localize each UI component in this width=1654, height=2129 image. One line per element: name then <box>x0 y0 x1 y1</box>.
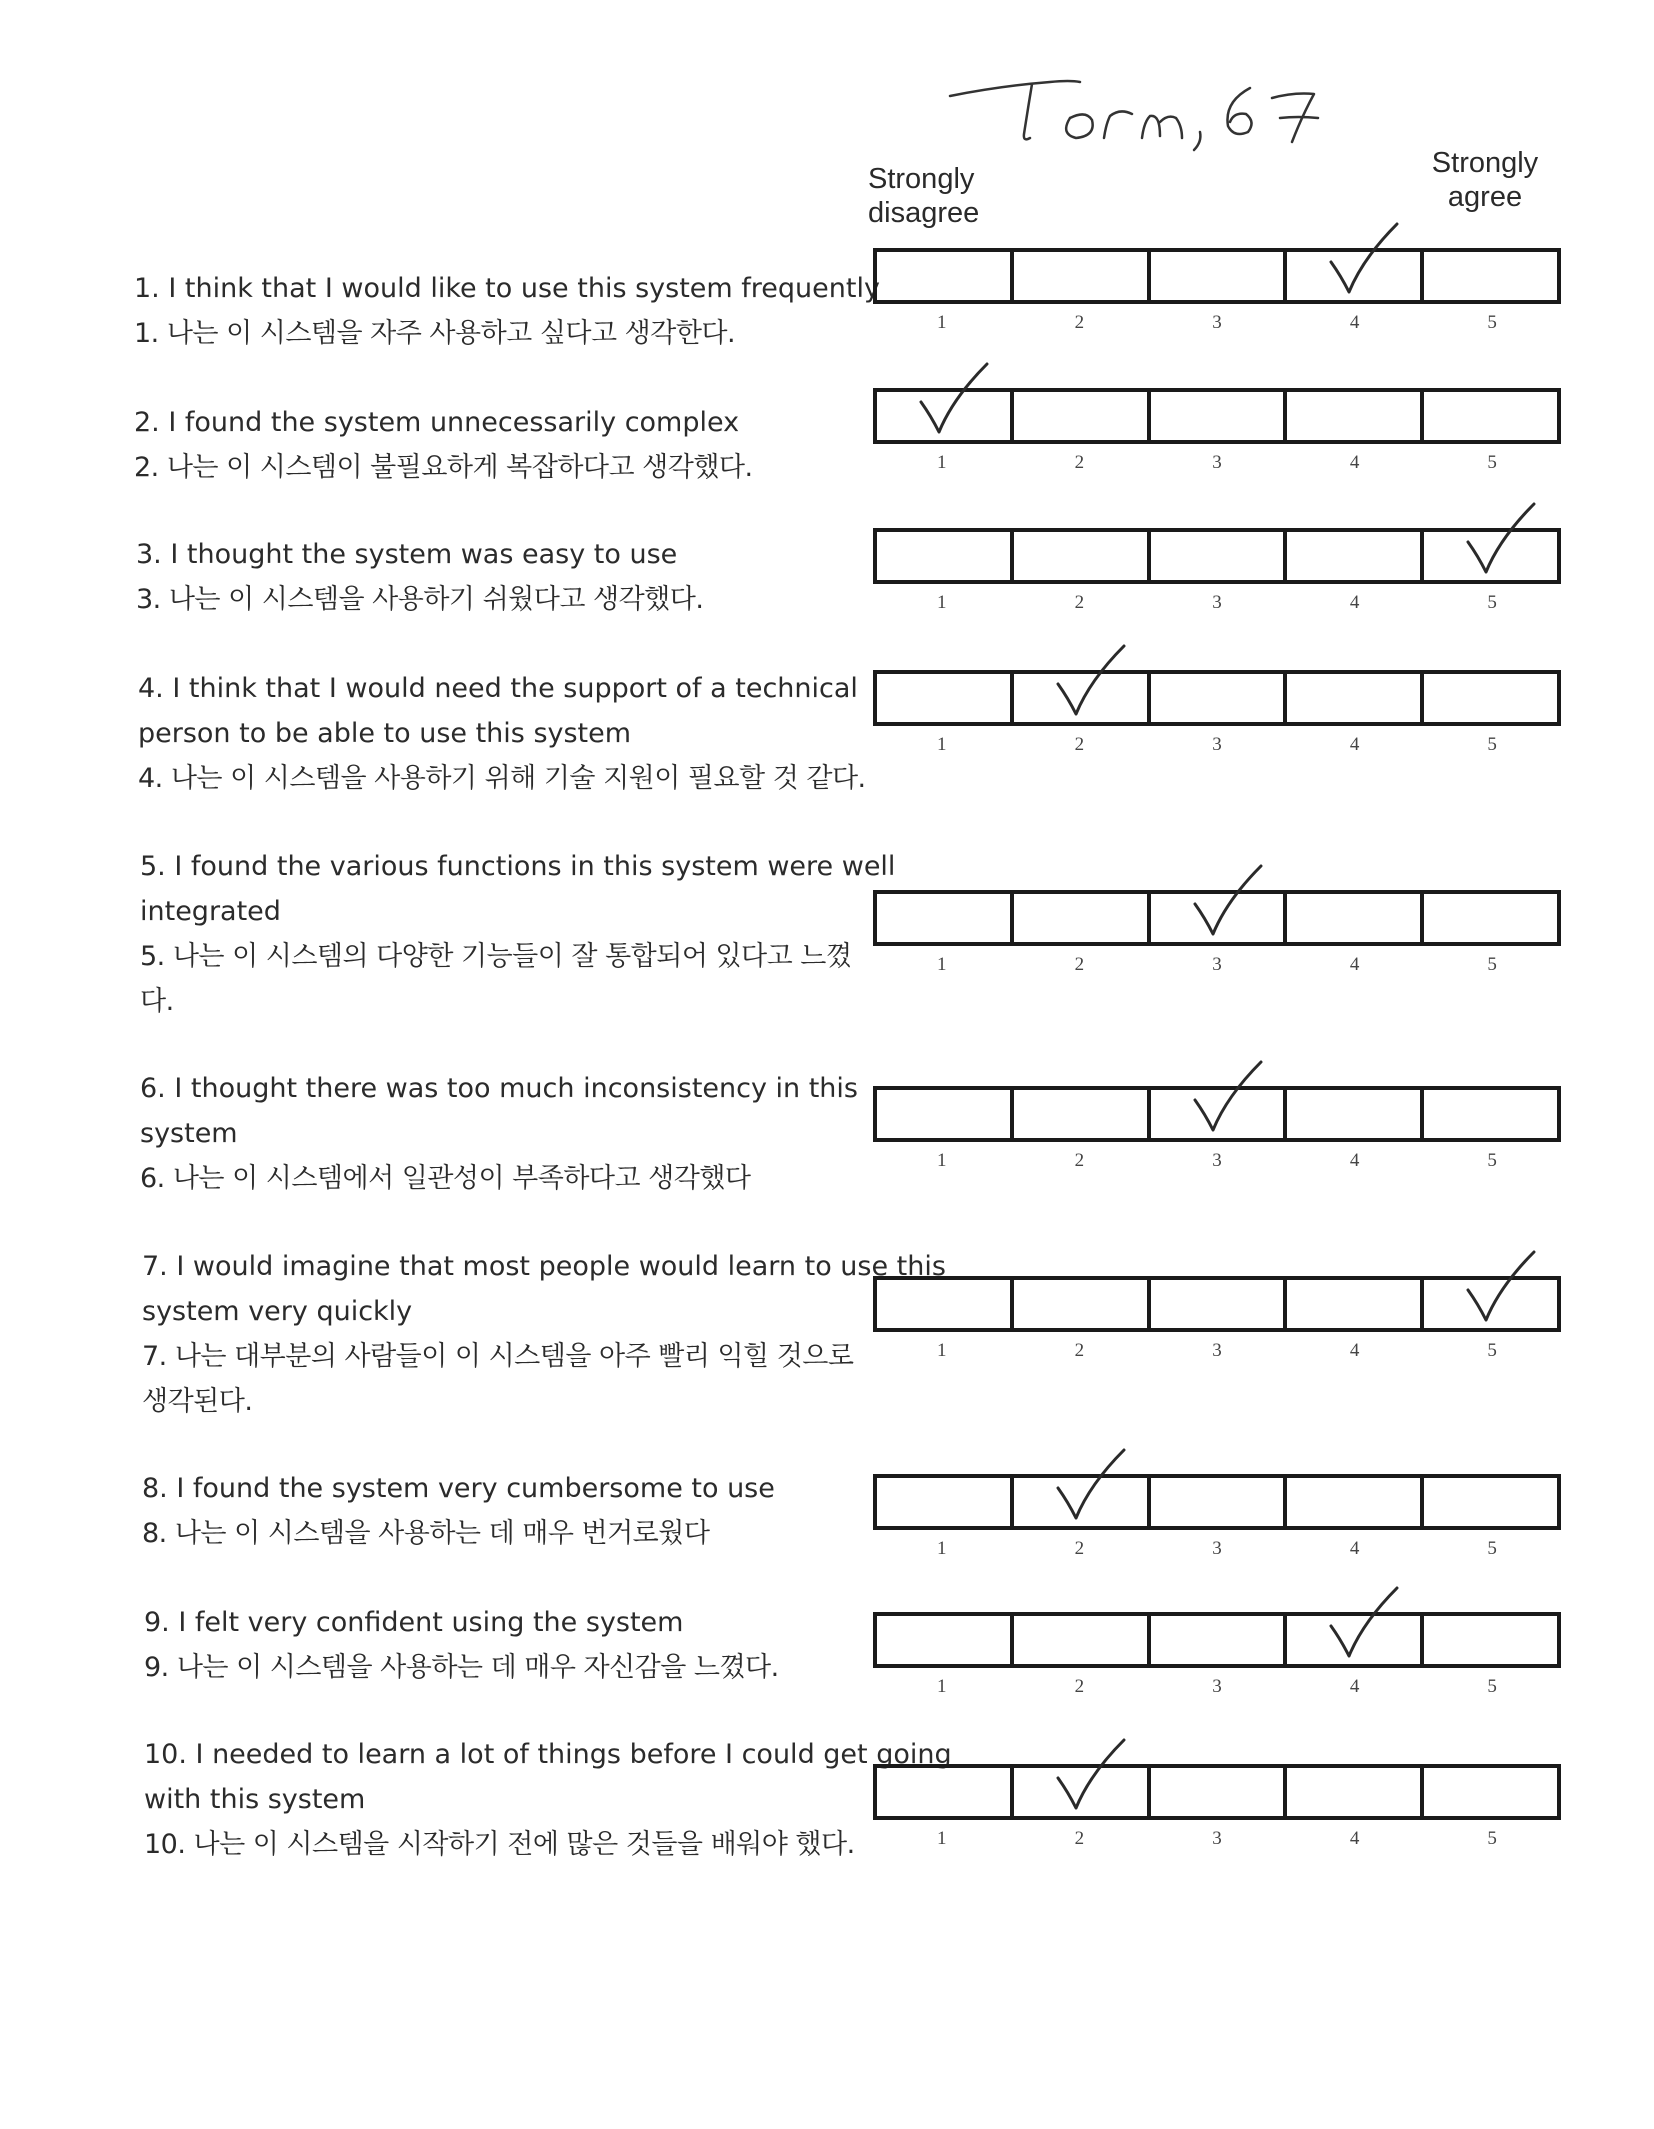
check-mark-icon <box>1028 1444 1138 1532</box>
scale-number: 5 <box>1487 954 1497 975</box>
rating-box-3[interactable] <box>1151 392 1288 440</box>
scale-number: 2 <box>1074 452 1085 473</box>
rating-box-5[interactable] <box>1424 674 1557 722</box>
scale-number: 1 <box>937 954 947 975</box>
scale-number: 4 <box>1349 1538 1360 1559</box>
question-line: 7. I would imagine that most people would learn to use this <box>142 1251 946 1282</box>
rating-box-4[interactable] <box>1287 1280 1424 1328</box>
question-text <box>136 532 876 622</box>
rating-box-1[interactable] <box>877 1090 1014 1138</box>
check-mark-icon <box>1165 860 1275 948</box>
question-line: 10. I needed to learn a lot of things before I could get going <box>144 1739 952 1770</box>
rating-boxes <box>873 1612 1561 1668</box>
rating-box-3[interactable] <box>1151 1090 1288 1138</box>
check-mark-icon <box>1301 1582 1411 1670</box>
rating-boxes <box>873 248 1561 304</box>
rating-box-3[interactable] <box>1151 894 1288 942</box>
rating-box-1[interactable] <box>877 1280 1014 1328</box>
scale-numbers <box>873 1538 1561 1560</box>
scale-numbers <box>873 734 1561 756</box>
rating-box-3[interactable] <box>1151 1280 1288 1328</box>
scale-numbers <box>873 312 1561 334</box>
scale-number: 1 <box>937 1538 947 1559</box>
rating-box-4[interactable] <box>1287 532 1424 580</box>
scale-number: 4 <box>1349 452 1360 473</box>
scale-number: 1 <box>937 312 947 333</box>
likert-scale <box>873 670 1561 756</box>
question-line: 1. 나는 이 시스템을 자주 사용하고 싶다고 생각한다. <box>134 318 736 349</box>
check-mark-icon <box>1438 498 1548 586</box>
question-line: system very quickly <box>142 1296 413 1327</box>
scale-number: 5 <box>1487 452 1497 473</box>
likert-scale <box>873 528 1561 614</box>
scale-number: 5 <box>1487 1676 1497 1697</box>
scale-number: 3 <box>1212 734 1222 755</box>
likert-scale <box>873 890 1561 976</box>
question-line: 생각된다. <box>142 1386 253 1417</box>
question-line: person to be able to use this system <box>138 718 632 749</box>
question-line: 3. I thought the system was easy to use <box>136 539 678 570</box>
rating-boxes <box>873 1086 1561 1142</box>
scale-number: 1 <box>937 1676 947 1697</box>
rating-box-3[interactable] <box>1151 1616 1288 1664</box>
question-line: 5. 나는 이 시스템의 다양한 기능들이 잘 통합되어 있다고 느꼈 <box>140 941 852 972</box>
question-line: 8. 나는 이 시스템을 사용하는 데 매우 번거로웠다 <box>142 1518 710 1549</box>
scale-number: 5 <box>1487 1828 1497 1849</box>
check-mark-icon <box>1028 1734 1138 1822</box>
scale-number: 5 <box>1487 1538 1497 1559</box>
likert-scale <box>873 1474 1561 1560</box>
rating-box-2[interactable] <box>1014 894 1151 942</box>
rating-box-2[interactable] <box>1014 1768 1151 1816</box>
likert-scale <box>873 1276 1561 1362</box>
scale-number: 3 <box>1212 452 1222 473</box>
rating-box-3[interactable] <box>1151 1478 1288 1526</box>
likert-scale <box>873 248 1561 334</box>
scale-number: 4 <box>1349 734 1360 755</box>
rating-boxes <box>873 890 1561 946</box>
question-text <box>144 1732 952 1867</box>
scale-number: 4 <box>1349 954 1360 975</box>
check-mark-icon <box>1165 1056 1275 1144</box>
rating-boxes <box>873 1764 1561 1820</box>
scale-number: 3 <box>1212 592 1222 613</box>
rating-box-1[interactable] <box>877 1768 1014 1816</box>
scale-number: 4 <box>1349 1828 1360 1849</box>
scale-numbers <box>873 1340 1561 1362</box>
rating-box-2[interactable] <box>1014 674 1151 722</box>
scale-number: 2 <box>1074 1828 1085 1849</box>
scale-number: 5 <box>1487 1150 1497 1171</box>
scale-number: 3 <box>1212 954 1222 975</box>
question-text <box>134 400 874 490</box>
scale-number: 1 <box>937 592 947 613</box>
question-line: 8. I found the system very cumbersome to use <box>142 1473 775 1504</box>
question-text <box>140 844 896 1024</box>
rating-box-1[interactable] <box>877 252 1014 300</box>
rating-box-5[interactable] <box>1424 1090 1557 1138</box>
rating-box-4[interactable] <box>1287 252 1424 300</box>
question-line: 3. 나는 이 시스템을 사용하기 쉬웠다고 생각했다. <box>136 584 704 615</box>
rating-box-5[interactable] <box>1424 252 1557 300</box>
scale-number: 5 <box>1487 312 1497 333</box>
question-line: with this system <box>144 1784 366 1815</box>
question-line: 10. 나는 이 시스템을 시작하기 전에 많은 것들을 배워야 했다. <box>144 1829 855 1860</box>
rating-box-5[interactable] <box>1424 392 1557 440</box>
rating-box-4[interactable] <box>1287 1090 1424 1138</box>
scale-number: 2 <box>1074 312 1085 333</box>
scale-number: 5 <box>1487 592 1497 613</box>
scale-numbers <box>873 452 1561 474</box>
scale-number: 3 <box>1212 1538 1222 1559</box>
scale-number: 1 <box>937 1828 947 1849</box>
scale-number: 2 <box>1074 1676 1085 1697</box>
rating-box-2[interactable] <box>1014 1616 1151 1664</box>
question-line: 다. <box>140 986 174 1017</box>
question-line: 5. I found the various functions in this system were well <box>140 851 896 882</box>
question-line: 7. 나는 대부분의 사람들이 이 시스템을 아주 빨리 익힐 것으로 <box>142 1341 854 1372</box>
scale-number: 4 <box>1349 592 1360 613</box>
scale-number: 2 <box>1074 1340 1085 1361</box>
rating-box-4[interactable] <box>1287 392 1424 440</box>
scale-number: 4 <box>1349 1340 1360 1361</box>
rating-box-2[interactable] <box>1014 392 1151 440</box>
question-line: 9. I felt very confident using the system <box>144 1607 684 1638</box>
check-mark-icon <box>891 358 1001 446</box>
question-line: 2. I found the system unnecessarily complex <box>134 407 740 438</box>
scale-number: 4 <box>1349 1150 1360 1171</box>
scale-number: 5 <box>1487 734 1497 755</box>
rating-boxes <box>873 670 1561 726</box>
rating-box-2[interactable] <box>1014 532 1151 580</box>
question-line: system <box>140 1118 238 1149</box>
scale-number: 3 <box>1212 312 1222 333</box>
rating-box-3[interactable] <box>1151 532 1288 580</box>
scale-number: 4 <box>1349 1676 1360 1697</box>
check-mark-icon <box>1301 218 1411 306</box>
check-mark-icon <box>1438 1246 1548 1334</box>
rating-box-4[interactable] <box>1287 1616 1424 1664</box>
scale-number: 3 <box>1212 1828 1222 1849</box>
rating-box-5[interactable] <box>1424 1768 1557 1816</box>
rating-boxes <box>873 528 1561 584</box>
scale-numbers <box>873 954 1561 976</box>
rating-box-1[interactable] <box>877 392 1014 440</box>
rating-box-4[interactable] <box>1287 674 1424 722</box>
scale-number: 2 <box>1074 592 1085 613</box>
likert-scale <box>873 388 1561 474</box>
scale-numbers <box>873 1828 1561 1850</box>
question-line: 2. 나는 이 시스템이 불필요하게 복잡하다고 생각했다. <box>134 452 753 483</box>
rating-box-3[interactable] <box>1151 252 1288 300</box>
rating-boxes <box>873 1276 1561 1332</box>
question-text <box>140 1066 880 1201</box>
scale-number: 2 <box>1074 954 1085 975</box>
scale-number: 1 <box>937 452 947 473</box>
rating-box-5[interactable] <box>1424 894 1557 942</box>
question-line: integrated <box>140 896 281 927</box>
handwritten-name-age <box>920 38 1340 158</box>
question-line: 1. I think that I would like to use this system frequently <box>134 273 880 304</box>
rating-box-5[interactable] <box>1424 532 1557 580</box>
rating-box-5[interactable] <box>1424 1616 1557 1664</box>
question-text <box>142 1244 946 1424</box>
likert-scale <box>873 1086 1561 1172</box>
rating-box-4[interactable] <box>1287 1478 1424 1526</box>
question-line: 4. I think that I would need the support of a technical <box>138 673 858 704</box>
scale-number: 5 <box>1487 1340 1497 1361</box>
scale-numbers <box>873 1676 1561 1698</box>
scale-numbers <box>873 592 1561 614</box>
question-line: 4. 나는 이 시스템을 사용하기 위해 기술 지원이 필요할 것 같다. <box>138 763 866 794</box>
scale-number: 4 <box>1349 312 1360 333</box>
rating-box-1[interactable] <box>877 894 1014 942</box>
scale-number: 2 <box>1074 1538 1085 1559</box>
rating-boxes <box>873 388 1561 444</box>
scale-number: 2 <box>1074 734 1085 755</box>
scale-number: 3 <box>1212 1676 1222 1697</box>
check-mark-icon <box>1028 640 1138 728</box>
rating-box-4[interactable] <box>1287 1768 1424 1816</box>
question-line: 9. 나는 이 시스템을 사용하는 데 매우 자신감을 느꼈다. <box>144 1652 779 1683</box>
question-line: 6. 나는 이 시스템에서 일관성이 부족하다고 생각했다 <box>140 1163 751 1194</box>
strongly-agree-label: Strongly agree <box>1431 147 1539 213</box>
question-text <box>138 666 878 801</box>
rating-box-3[interactable] <box>1151 1768 1288 1816</box>
likert-scale <box>873 1764 1561 1850</box>
rating-box-2[interactable] <box>1014 252 1151 300</box>
scale-number: 3 <box>1212 1340 1222 1361</box>
rating-box-2[interactable] <box>1014 1280 1151 1328</box>
rating-box-1[interactable] <box>877 1616 1014 1664</box>
rating-box-1[interactable] <box>877 1478 1014 1526</box>
rating-box-1[interactable] <box>877 674 1014 722</box>
scale-number: 1 <box>937 734 947 755</box>
scale-number: 1 <box>937 1340 947 1361</box>
scale-number: 1 <box>937 1150 947 1171</box>
strongly-disagree-label: Strongly disagree <box>868 163 980 229</box>
question-text <box>142 1466 882 1556</box>
rating-box-3[interactable] <box>1151 674 1288 722</box>
question-text <box>144 1600 884 1690</box>
rating-box-2[interactable] <box>1014 1090 1151 1138</box>
question-text <box>134 266 880 356</box>
question-line: 6. I thought there was too much inconsistency in this <box>140 1073 858 1104</box>
likert-scale <box>873 1612 1561 1698</box>
scale-number: 3 <box>1212 1150 1222 1171</box>
rating-box-2[interactable] <box>1014 1478 1151 1526</box>
rating-box-4[interactable] <box>1287 894 1424 942</box>
rating-box-5[interactable] <box>1424 1478 1557 1526</box>
rating-box-1[interactable] <box>877 532 1014 580</box>
scale-numbers <box>873 1150 1561 1172</box>
scale-number: 2 <box>1074 1150 1085 1171</box>
rating-box-5[interactable] <box>1424 1280 1557 1328</box>
rating-boxes <box>873 1474 1561 1530</box>
